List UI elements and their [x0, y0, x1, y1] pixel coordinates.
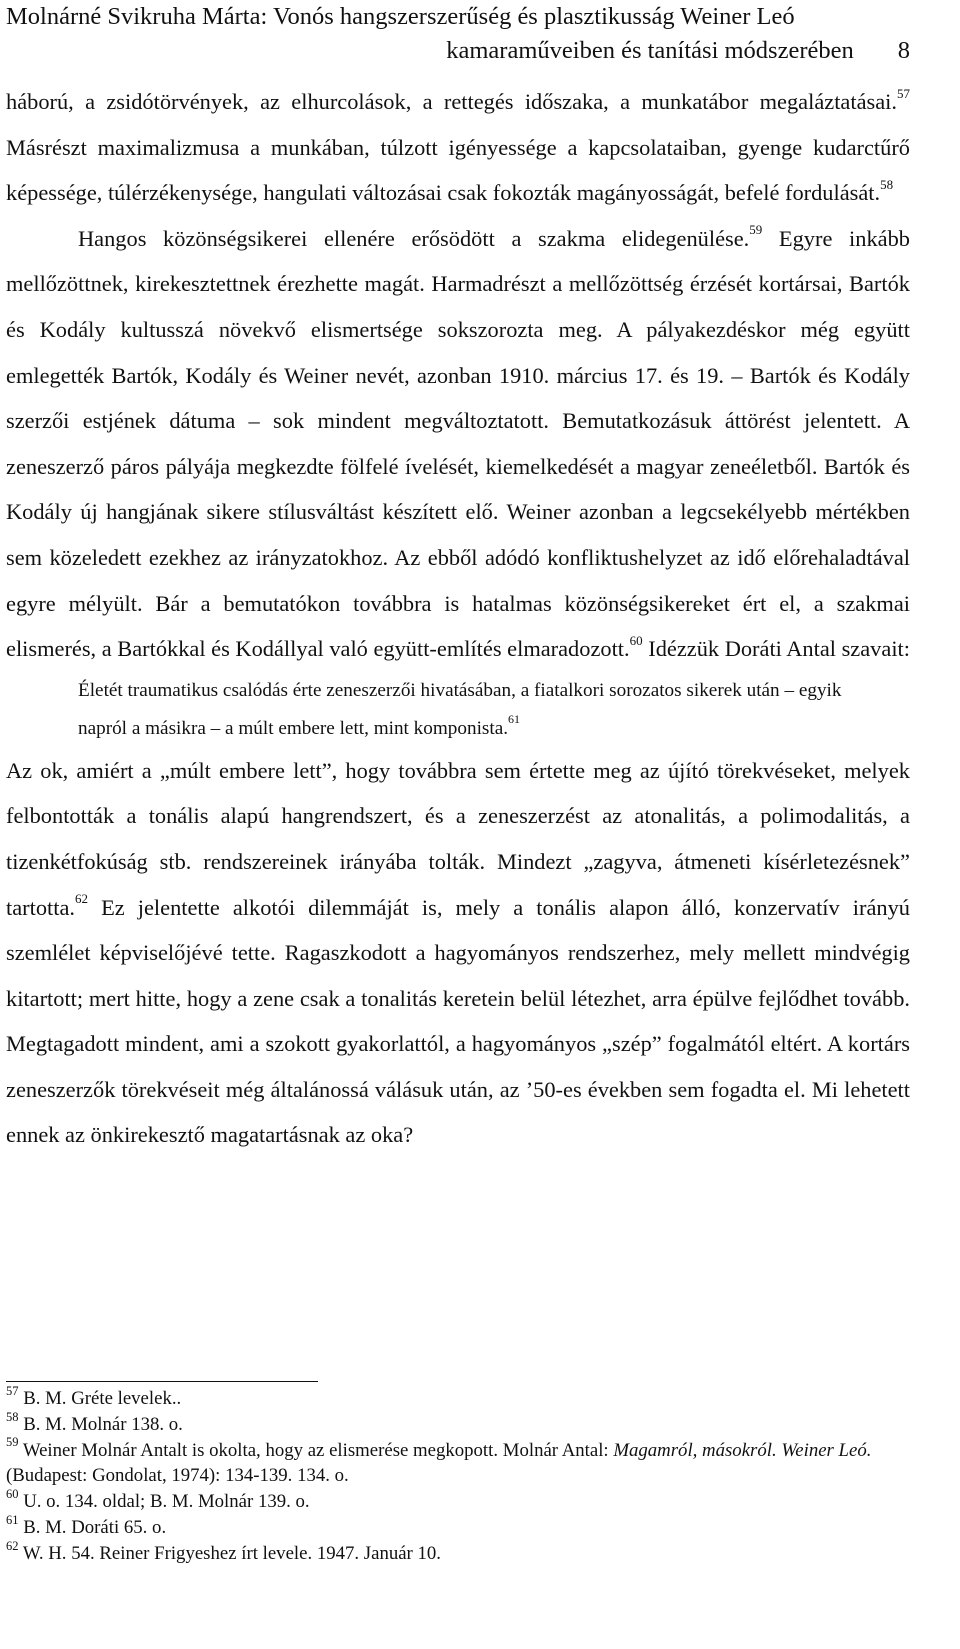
footnote-57: [6, 1383, 910, 1412]
footnote-61: [6, 1512, 910, 1541]
footnote-text: B. M. Gréte levelek..: [18, 1388, 182, 1409]
paragraph-1: [6, 79, 910, 216]
footnote-text: B. M. Molnár 138. o.: [18, 1413, 183, 1435]
paragraph-1-text-b: Másrészt maximalizmusa a munkában, túlzott igényessége a kapcsolataiban, gyenge kudarctűrő képessége, túlérzékenysége, hangulati változásai csak fokozták magányosságát, befelé fordulását.: [6, 134, 910, 206]
footnote-separator: [6, 1381, 318, 1382]
running-header: [6, 0, 910, 68]
page-number: 8: [897, 37, 910, 64]
paragraph-2-text-c: Idézzük Doráti Antal szavait:: [642, 636, 910, 662]
footnote-ref-57[interactable]: 57: [897, 85, 910, 101]
footnote-59: [6, 1435, 910, 1490]
paragraph-2: [6, 216, 910, 672]
footnote-60: [6, 1486, 910, 1515]
footnote-number: 59: [6, 1435, 19, 1450]
paragraph-3-text-b: Ez jelentette alkotói dilemmáját is, mely a tonális alapon álló, konzervatív irányú szemlélet képviselőjévé tette. Ragaszkodott a hagyományos rendszerhez, mely mellett mindvégig kitartott; mert hitte, hogy a zene csak a tonalitás keretein belül létezhet, arra épülve fejlődhet tovább. Megtagadott mindent, ami a szokott gyakorlattól, a hagyományos „szép” fogalmától eltért. A kortárs zeneszerzők törekvéseit még általánossá válásuk után, az ’50-es években sem fogadta el. Mi lehetett ennek az önkirekesztő magatartásnak az oka?: [6, 894, 910, 1148]
footnote-number: 60: [6, 1486, 19, 1501]
paragraph-3: [6, 748, 910, 1158]
footnote-text: B. M. Doráti 65. o.: [18, 1516, 167, 1538]
footnote-number: 58: [6, 1409, 19, 1424]
paragraph-3-text-a: Az ok, amiért a „múlt embere lett”, hogy továbbra sem értette meg az újító törekvéseket, melyek felbontották a tonális alapú hangrendszert, és a zeneszerzést az atonalitás, a polimodalitás, a tizenkétfokúság stb. rendszereinek irányába tolták. Mindezt „zagyva, átmeneti kísérletezésnek” tartotta.: [6, 757, 910, 920]
footnote-ref-59[interactable]: 59: [749, 222, 763, 238]
footnote-62: [6, 1538, 910, 1567]
header-title-line-2-text: kamaraműveiben és tanítási módszerében: [446, 37, 854, 64]
footnote-text: U. o. 134. oldal; B. M. Molnár 139. o.: [18, 1491, 310, 1513]
footnote-ref-60[interactable]: 60: [629, 632, 643, 648]
footnote-text: W. H. 54. Reiner Frigyeshez írt levele. 1947. Január 10.: [18, 1542, 441, 1564]
header-title-line-1: Molnárné Svikruha Márta: Vonós hangszerszerűség és plasztikusság Weiner Leó: [6, 3, 795, 30]
footnote-ref-58[interactable]: 58: [880, 176, 894, 192]
paragraph-2-text-b: Egyre inkább mellőzöttnek, kirekesztettnek érezhette magát. Harmadrészt a mellőzöttség érzését kortársai, Bartók és Kodály kultusszá növekvő elismertsége sokszorozta meg. A pályakezdéskor még együtt emlegették Bartók, Kodály és Weiner nevét, azonban 1910. március 17. és 19. – Bartók és Kodály szerzői estjének dátuma – sok mindent megváltoztatott. Bemutatkozásuk áttörést jelentett. A zeneszerző páros pályája megkezdte fölfelé ívelését, kiemelkedését a magyar zeneéletből. Bartók és Kodály új hangjának sikere stílusváltást készített elő. Weiner azonban a legcsekélyebb mértékben sem közeledett ezekhez az irányzatokhoz. Az ebből adódó konfliktushelyzet az idő előrehaladtával egyre mélyült. Bár a bemutatókon továbbra is hatalmas közönségsikereket ért el, a szakmai elismerés, a Bartókkal és Kodállyal való együtt-említés elmaradozott.: [6, 225, 910, 662]
footnote-book-title: Magamról, másokról. Weiner Leó.: [613, 1439, 872, 1461]
paragraph-2-text-a: Hangos közönségsikerei ellenére erősödött a szakma elidegenülése.: [78, 225, 750, 251]
footnote-text: Weiner Molnár Antalt is okolta, hogy az elismerése megkopott. Molnár Antal:: [18, 1439, 614, 1461]
footnote-number: 61: [6, 1512, 19, 1527]
paragraph-1-text-a: háború, a zsidótörvények, az elhurcolások, a rettegés időszaka, a munkatábor megaláztatásai.: [6, 89, 897, 114]
footnote-ref-61[interactable]: 61: [508, 712, 521, 727]
body-text: [6, 79, 910, 1158]
footnote-58: [6, 1409, 910, 1438]
footnotes: [6, 1383, 910, 1567]
footnote-number: 62: [6, 1538, 19, 1553]
footnote-ref-62[interactable]: 62: [75, 891, 89, 907]
block-quote: [78, 672, 880, 748]
footnote-text-tail: (Budapest: Gondolat, 1974): 134-139. 134. o.: [6, 1465, 349, 1487]
footnote-number: 57: [6, 1383, 19, 1398]
header-title-line-2: [6, 34, 910, 68]
block-quote-text: Életét traumatikus csalódás érte zeneszerzői hivatásában, a fiatalkori sorozatos sikerek után – egyik napról a másikra – a múlt embere lett, mint komponista.: [78, 679, 842, 739]
